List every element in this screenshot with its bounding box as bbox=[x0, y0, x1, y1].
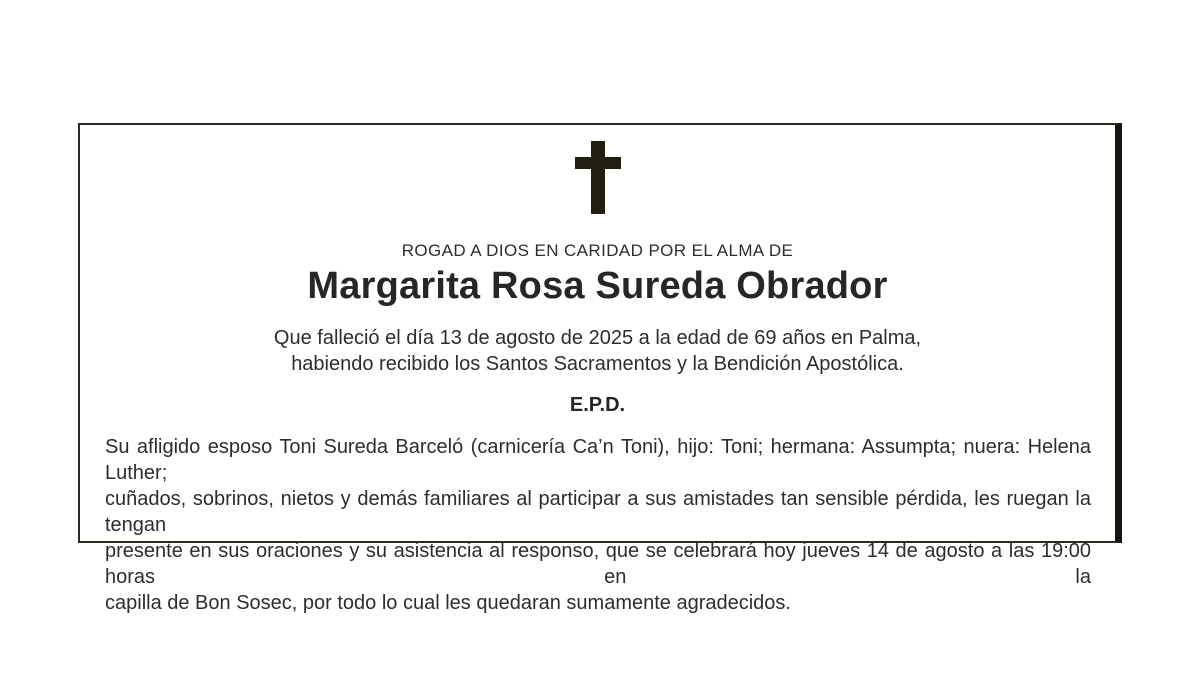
epd-abbreviation: E.P.D. bbox=[569, 394, 626, 416]
cross-vertical-bar bbox=[591, 141, 605, 214]
cross-horizontal-bar bbox=[575, 157, 621, 169]
family-paragraph-line-2: cuñados, sobrinos, nietos y demás familiares al participar a sus amistades tan sensible pérdida, les ruegan la tengan bbox=[105, 488, 1091, 536]
death-details bbox=[80, 325, 1115, 377]
family-paragraph-line-3: presente en sus oraciones y su asistencia al responso, que se celebrará hoy jueves 14 de agosto a las 19:00 horas en la bbox=[105, 540, 1091, 588]
family-paragraph-line-4: capilla de Bon Sosec, por todo lo cual les quedaran sumamente agradecidos. bbox=[105, 592, 791, 614]
family-paragraph bbox=[105, 434, 1091, 616]
deceased-name: Margarita Rosa Sureda Obrador bbox=[307, 265, 888, 307]
family-paragraph-line-1: Su afligido esposo Toni Sureda Barceló (carnicería Ca’n Toni), hijo: Toni; hermana: Assumpta; nuera: Helena Luther; bbox=[105, 436, 1091, 484]
death-details-line-1: Que falleció el día 13 de agosto de 2025 a la edad de 69 años en Palma, bbox=[273, 327, 922, 349]
obituary-notice-card bbox=[78, 123, 1122, 614]
latin-cross-icon bbox=[575, 141, 621, 214]
invocation-header: ROGAD A DIOS EN CARIDAD POR EL ALMA DE bbox=[401, 241, 794, 260]
death-details-line-2: habiendo recibido los Santos Sacramentos y la Bendición Apostólica. bbox=[291, 353, 904, 375]
